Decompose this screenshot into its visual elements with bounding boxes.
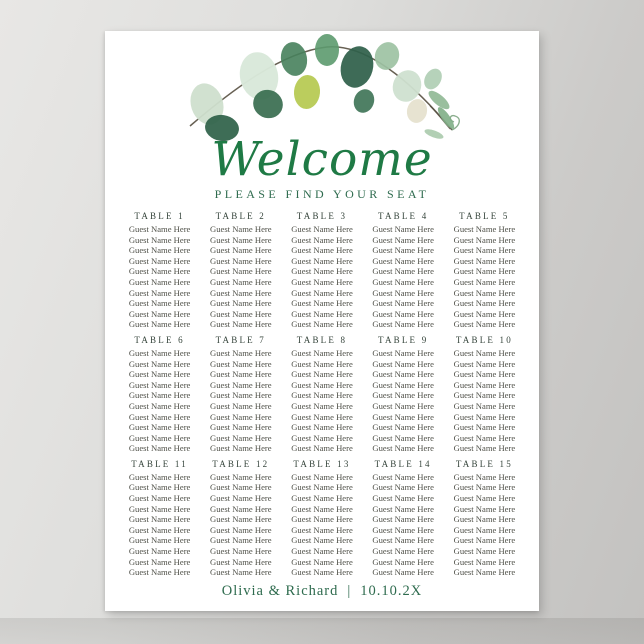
guest-name: Guest Name Here <box>210 546 272 557</box>
guest-name: Guest Name Here <box>128 319 191 330</box>
guest-name: Guest Name Here <box>128 535 191 546</box>
guest-name: Guest Name Here <box>210 266 272 277</box>
table-title: TABLE 11 <box>131 458 188 469</box>
table-block <box>364 334 443 454</box>
table-block <box>445 334 524 454</box>
guest-name: Guest Name Here <box>291 308 353 319</box>
guest-name: Guest Name Here <box>128 400 191 411</box>
table-title: TABLE 5 <box>459 211 510 221</box>
guest-name: Guest Name Here <box>128 493 191 504</box>
guest-name: Guest Name Here <box>291 255 353 266</box>
guest-name: Guest Name Here <box>291 390 353 401</box>
guest-name: Guest Name Here <box>453 400 516 411</box>
table-block <box>445 458 524 578</box>
guest-name: Guest Name Here <box>291 245 353 256</box>
guest-name: Guest Name Here <box>291 422 353 433</box>
guest-name: Guest Name Here <box>291 567 353 578</box>
guest-name: Guest Name Here <box>128 266 191 277</box>
guest-name: Guest Name Here <box>372 443 434 454</box>
guest-name: Guest Name Here <box>128 482 191 493</box>
guest-name: Guest Name Here <box>372 255 434 266</box>
guest-name: Guest Name Here <box>128 255 191 266</box>
guest-name: Guest Name Here <box>210 556 272 567</box>
guest-name: Guest Name Here <box>453 524 516 535</box>
eucalyptus-branch-illustration <box>182 34 462 142</box>
guest-name: Guest Name Here <box>210 276 272 287</box>
guest-name: Guest Name Here <box>291 266 353 277</box>
guest-name: Guest Name Here <box>128 390 191 401</box>
guest-name: Guest Name Here <box>372 369 434 380</box>
guest-name: Guest Name Here <box>291 369 353 380</box>
guest-name: Guest Name Here <box>128 503 191 514</box>
guest-name: Guest Name Here <box>210 347 272 358</box>
guest-name: Guest Name Here <box>210 319 272 330</box>
guest-name: Guest Name Here <box>210 358 272 369</box>
guest-name: Guest Name Here <box>372 524 434 535</box>
guest-name: Guest Name Here <box>372 535 434 546</box>
guest-name: Guest Name Here <box>453 411 516 422</box>
guest-name: Guest Name Here <box>291 298 353 309</box>
guest-name: Guest Name Here <box>128 234 191 245</box>
guest-name: Guest Name Here <box>210 379 272 390</box>
guest-name: Guest Name Here <box>453 493 516 504</box>
guest-name: Guest Name Here <box>372 432 434 443</box>
guest-name: Guest Name Here <box>210 432 272 443</box>
guest-name: Guest Name Here <box>372 514 434 525</box>
guest-name: Guest Name Here <box>453 556 516 567</box>
guest-name: Guest Name Here <box>291 443 353 454</box>
guest-name: Guest Name Here <box>372 400 434 411</box>
guest-name: Guest Name Here <box>453 514 516 525</box>
guest-name: Guest Name Here <box>453 432 516 443</box>
guest-name: Guest Name Here <box>128 369 191 380</box>
guest-name: Guest Name Here <box>291 514 353 525</box>
guest-name: Guest Name Here <box>372 390 434 401</box>
table-block <box>445 210 524 330</box>
guest-name: Guest Name Here <box>372 482 434 493</box>
guest-name: Guest Name Here <box>453 369 516 380</box>
guest-name: Guest Name Here <box>291 493 353 504</box>
table-title: TABLE 13 <box>293 458 351 469</box>
table-title: TABLE 4 <box>377 211 429 221</box>
guest-name: Guest Name Here <box>453 358 516 369</box>
guest-name: Guest Name Here <box>128 514 191 525</box>
guest-name: Guest Name Here <box>372 471 434 482</box>
guest-name: Guest Name Here <box>210 255 272 266</box>
guest-name: Guest Name Here <box>372 358 434 369</box>
couple-names-and-date <box>105 582 539 600</box>
guest-name: Guest Name Here <box>128 245 191 256</box>
guest-name: Guest Name Here <box>210 471 272 482</box>
table-title: TABLE 3 <box>296 211 348 221</box>
guest-name: Guest Name Here <box>210 234 272 245</box>
guest-name: Guest Name Here <box>291 276 353 287</box>
guest-name: Guest Name Here <box>128 379 191 390</box>
guest-name: Guest Name Here <box>453 287 516 298</box>
table-title: TABLE 9 <box>377 334 429 345</box>
guest-name: Guest Name Here <box>453 503 516 514</box>
guest-name: Guest Name Here <box>291 347 353 358</box>
guest-name: Guest Name Here <box>372 276 434 287</box>
guest-name: Guest Name Here <box>453 308 516 319</box>
guest-name: Guest Name Here <box>128 287 191 298</box>
table-title: TABLE 6 <box>134 334 185 345</box>
guest-name: Guest Name Here <box>210 298 272 309</box>
guest-name: Guest Name Here <box>210 535 272 546</box>
guest-name: Guest Name Here <box>372 411 434 422</box>
guest-name: Guest Name Here <box>210 287 272 298</box>
guest-name: Guest Name Here <box>210 390 272 401</box>
table-block <box>120 334 199 454</box>
guest-name: Guest Name Here <box>128 308 191 319</box>
guest-name: Guest Name Here <box>291 379 353 390</box>
guest-name: Guest Name Here <box>453 535 516 546</box>
guest-name: Guest Name Here <box>210 245 272 256</box>
table-block <box>201 334 280 454</box>
guest-name: Guest Name Here <box>210 482 272 493</box>
guest-name: Guest Name Here <box>291 319 353 330</box>
table-title: TABLE 7 <box>215 334 266 345</box>
table-block <box>120 458 199 578</box>
guest-name: Guest Name Here <box>291 411 353 422</box>
guest-name: Guest Name Here <box>128 422 191 433</box>
table-block <box>364 458 443 578</box>
guest-name: Guest Name Here <box>128 276 191 287</box>
table-block <box>282 334 361 454</box>
guest-name: Guest Name Here <box>453 347 516 358</box>
guest-name: Guest Name Here <box>372 319 434 330</box>
table-block <box>201 210 280 330</box>
welcome-heading: Welcome <box>211 132 433 187</box>
guest-name: Guest Name Here <box>453 245 516 256</box>
table-block <box>120 210 199 330</box>
guest-name: Guest Name Here <box>128 567 191 578</box>
guest-name: Guest Name Here <box>453 266 516 277</box>
guest-name: Guest Name Here <box>128 298 191 309</box>
guest-name: Guest Name Here <box>210 400 272 411</box>
guest-name: Guest Name Here <box>372 567 434 578</box>
guest-name: Guest Name Here <box>291 400 353 411</box>
guest-name: Guest Name Here <box>372 379 434 390</box>
guest-name: Guest Name Here <box>128 358 191 369</box>
guest-name: Guest Name Here <box>372 556 434 567</box>
guest-name: Guest Name Here <box>291 556 353 567</box>
wedding-date: 10.10.2X <box>360 583 423 599</box>
find-your-seat-subtitle: PLEASE FIND YOUR SEAT <box>214 187 430 201</box>
floor-shadow-band <box>0 618 644 644</box>
guest-name: Guest Name Here <box>128 556 191 567</box>
guest-name: Guest Name Here <box>128 347 191 358</box>
guest-name: Guest Name Here <box>372 287 434 298</box>
guest-name: Guest Name Here <box>453 482 516 493</box>
guest-name: Guest Name Here <box>291 482 353 493</box>
guest-name: Guest Name Here <box>453 546 516 557</box>
guest-name: Guest Name Here <box>128 411 191 422</box>
guest-name: Guest Name Here <box>453 234 516 245</box>
guest-name: Guest Name Here <box>291 546 353 557</box>
guest-name: Guest Name Here <box>128 443 191 454</box>
table-block <box>282 458 361 578</box>
guest-name: Guest Name Here <box>291 503 353 514</box>
guest-name: Guest Name Here <box>372 493 434 504</box>
guest-name: Guest Name Here <box>453 443 516 454</box>
guest-name: Guest Name Here <box>372 234 434 245</box>
guest-name: Guest Name Here <box>210 422 272 433</box>
guest-name: Guest Name Here <box>128 546 191 557</box>
guest-name: Guest Name Here <box>372 546 434 557</box>
table-block <box>282 210 361 330</box>
guest-name: Guest Name Here <box>291 432 353 443</box>
guest-name: Guest Name Here <box>210 369 272 380</box>
guest-name: Guest Name Here <box>372 266 434 277</box>
guest-name: Guest Name Here <box>372 422 434 433</box>
guest-name: Guest Name Here <box>128 432 191 443</box>
guest-name: Guest Name Here <box>453 255 516 266</box>
table-title: TABLE 12 <box>212 458 270 469</box>
seating-grid <box>120 210 524 578</box>
table-title: TABLE 14 <box>374 458 432 469</box>
guest-name: Guest Name Here <box>291 535 353 546</box>
guest-name: Guest Name Here <box>372 245 434 256</box>
table-title: TABLE 10 <box>455 334 513 345</box>
guest-name: Guest Name Here <box>453 224 516 234</box>
guest-name: Guest Name Here <box>128 224 191 234</box>
seating-chart-poster <box>105 31 539 611</box>
guest-name: Guest Name Here <box>291 287 353 298</box>
guest-name: Guest Name Here <box>372 503 434 514</box>
guest-name: Guest Name Here <box>291 234 353 245</box>
guest-name: Guest Name Here <box>291 224 353 234</box>
guest-name: Guest Name Here <box>372 347 434 358</box>
guest-name: Guest Name Here <box>372 298 434 309</box>
guest-name: Guest Name Here <box>210 524 272 535</box>
guest-name: Guest Name Here <box>372 224 434 234</box>
table-block <box>201 458 280 578</box>
guest-name: Guest Name Here <box>453 567 516 578</box>
guest-name: Guest Name Here <box>210 308 272 319</box>
table-block <box>364 210 443 330</box>
guest-name: Guest Name Here <box>210 493 272 504</box>
table-title: TABLE 15 <box>455 458 513 469</box>
guest-name: Guest Name Here <box>453 319 516 330</box>
guest-name: Guest Name Here <box>453 379 516 390</box>
guest-name: Guest Name Here <box>210 567 272 578</box>
guest-name: Guest Name Here <box>128 524 191 535</box>
guest-name: Guest Name Here <box>453 298 516 309</box>
guest-name: Guest Name Here <box>372 308 434 319</box>
guest-name: Guest Name Here <box>210 503 272 514</box>
guest-name: Guest Name Here <box>453 422 516 433</box>
table-title: TABLE 2 <box>215 211 266 221</box>
footer-separator: | <box>347 583 352 599</box>
guest-name: Guest Name Here <box>291 358 353 369</box>
guest-name: Guest Name Here <box>453 276 516 287</box>
table-title: TABLE 8 <box>296 334 348 345</box>
guest-name: Guest Name Here <box>128 471 191 482</box>
couple-names: Olivia & Richard <box>221 583 339 599</box>
guest-name: Guest Name Here <box>210 514 272 525</box>
guest-name: Guest Name Here <box>210 224 272 234</box>
guest-name: Guest Name Here <box>291 524 353 535</box>
guest-name: Guest Name Here <box>453 471 516 482</box>
guest-name: Guest Name Here <box>291 471 353 482</box>
guest-name: Guest Name Here <box>453 390 516 401</box>
guest-name: Guest Name Here <box>210 443 272 454</box>
guest-name: Guest Name Here <box>210 411 272 422</box>
table-title: TABLE 1 <box>134 211 185 221</box>
